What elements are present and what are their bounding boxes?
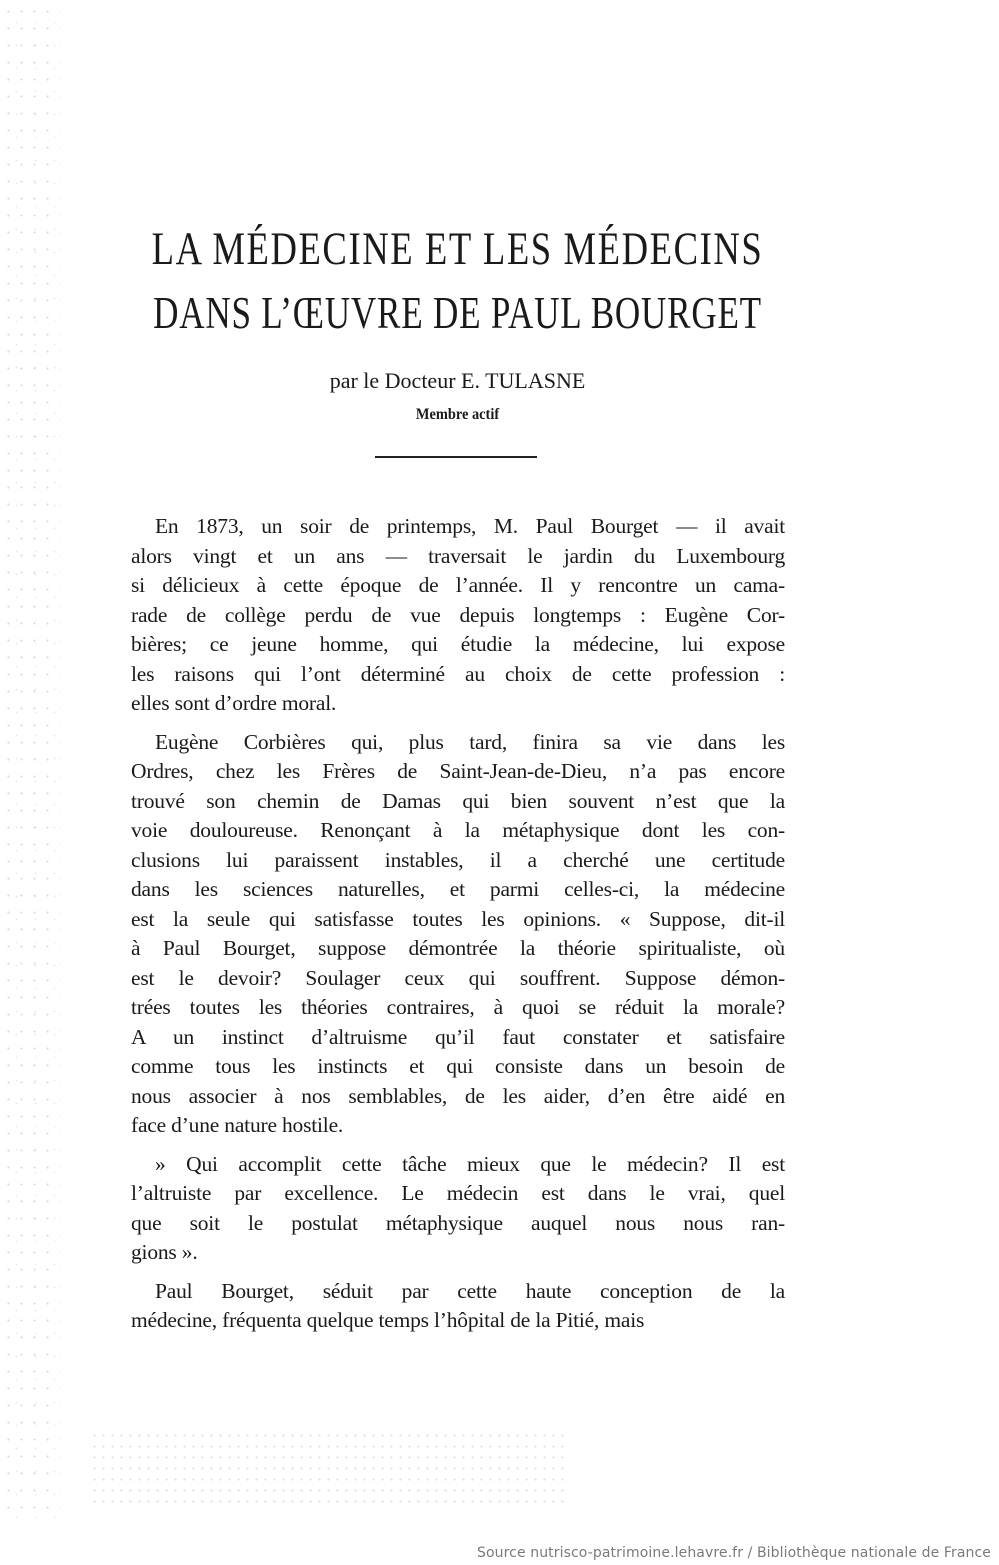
text-line: rade de collège perdu de vue depuis longtemps : Eugène Cor- [131,602,785,627]
text-line: face d’une nature hostile. [131,1113,344,1137]
text-line: Ordres, chez les Frères de Saint-Jean-de-Dieu, n’a pas encore [131,759,785,783]
text-line: A un instinct d’altruisme qu’il faut constater et satisfaire [131,1024,785,1049]
text-line: les raisons qui l’ont déterminé au choix de cette profession : [131,661,785,686]
text-line: bières; ce jeune homme, qui étudie la médecine, lui expose [131,632,785,656]
paragraph [131,728,785,1141]
text-line: nous associer à nos semblables, de les aider, d’en être aidé en [131,1083,785,1108]
text-line: que soit le postulat métaphysique auquel nous nous ran- [131,1210,785,1235]
text-line: comme tous les instincts et qui consiste dans un besoin de [131,1054,785,1078]
text-line: médecine, fréquenta quelque temps l’hôpital de la Pitié, mais [131,1308,645,1332]
text-line: si délicieux à cette époque de l’année. Il y rencontre un cama- [131,573,785,597]
title-separator-rule [375,456,537,458]
paragraph [131,1277,785,1336]
text-line: est la seule qui satisfasse toutes les opinions. « Suppose, dit-il [131,906,785,931]
author-role: Membre actif [415,406,500,423]
text-line: alors vingt et un ans — traversait le jardin du Luxembourg [131,543,785,568]
text-line: est le devoir? Soulager ceux qui souffrent. Suppose démon- [131,965,785,990]
text-line: clusions lui paraissent instables, il a cherché une certitude [131,847,785,872]
text-line: à Paul Bourget, suppose démontrée la théorie spiritualiste, où [131,936,785,960]
scan-noise-bottom-stamp [90,1430,570,1510]
author-byline: par le Docteur E. TULASNE [329,368,586,393]
scan-noise-left-margin [0,0,60,1520]
text-line: elles sont d’ordre moral. [131,691,337,715]
source-credit: Source nutrisco-patrimoine.lehavre.fr / Bibliothèque nationale de France [477,1545,991,1561]
text-line: gions ». [131,1240,198,1264]
text-line: » Qui accomplit cette tâche mieux que le médecin? Il est [155,1151,785,1176]
text-line: En 1873, un soir de printemps, M. Paul Bourget — il avait [155,514,785,538]
text-line: Paul Bourget, séduit par cette haute conception de la [155,1278,785,1303]
text-line: trées toutes les théories contraires, à quoi se réduit la morale? [131,995,785,1019]
article-title-line-1: LA MÉDECINE ET LES MÉDECINS [151,223,764,275]
text-line: voie douloureuse. Renonçant à la métaphysique dont les con- [131,818,785,842]
paragraph [131,512,785,719]
article-body [131,512,785,1345]
text-line: trouvé son chemin de Damas qui bien souvent n’est que la [131,788,785,813]
text-line: Eugène Corbières qui, plus tard, finira sa vie dans les [155,729,785,754]
text-line: l’altruiste par excellence. Le médecin est dans le vrai, quel [131,1181,785,1205]
paragraph [131,1150,785,1268]
article-title-line-2: DANS L’ŒUVRE DE PAUL BOURGET [153,288,762,338]
text-line: dans les sciences naturelles, et parmi celles-ci, la médecine [131,877,785,901]
